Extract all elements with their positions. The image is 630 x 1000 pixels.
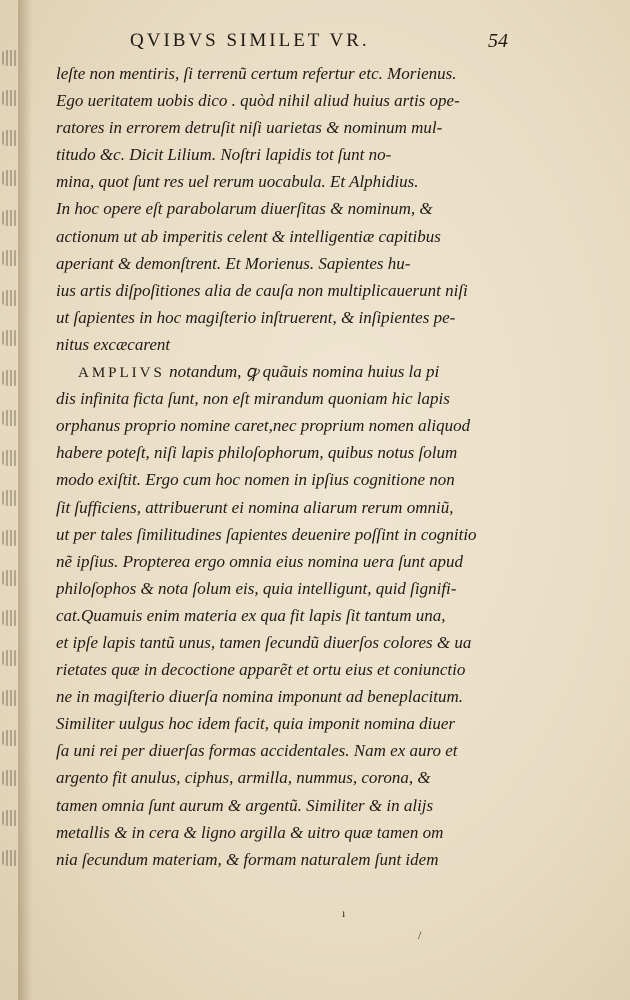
- text-line: orphanus proprio nomine caret,nec proprium nomen aliquod: [56, 416, 471, 436]
- text-line: nia ſecundum materiam, & formam naturalem ſunt idem: [56, 849, 439, 869]
- text-line: modo exiſtit. Ergo cum hoc nomen in ipſius cognitione non: [56, 470, 455, 490]
- text-line: ut per tales ſimilitudines ſapientes deuenire poſſint in cognitio: [56, 524, 477, 544]
- text-line: habere poteſt, niſi lapis philoſophorum, quibus notus ſolum: [56, 443, 458, 463]
- text-line: Ego ueritatem uobis dico . quòd nihil aliud huius artis ope-: [56, 91, 460, 111]
- text-line: ut ſapientes in hoc magiſterio inſtruerent, & inſipientes pe-: [56, 307, 456, 327]
- bottom-signature-mark: ı: [342, 906, 346, 920]
- text-line: ſit ſufficiens, attribuerunt ei nomina aliarum rerum omniũ,: [56, 497, 454, 517]
- text-line: metallis & in cera & ligno argilla & uitro quæ tamen om: [56, 822, 444, 842]
- text-line: tamen omnia ſunt aurum & argentũ. Similiter & in alijs: [56, 795, 434, 815]
- text-line: nitus excæcarent: [56, 334, 171, 354]
- text-line: ratores in errorem detruſit niſi uarietas & nominum mul-: [56, 118, 443, 138]
- text-line: et ipſe lapis tantũ unus, tamen ſecundũ diuerſos colores & ua: [56, 632, 472, 652]
- text-line: mina, quot ſunt res uel rerum uocabula. Et Alphidius.: [56, 172, 419, 192]
- text-line: rietates quæ in decoctione apparẽt et ortu eius et coniunctio: [56, 660, 466, 680]
- bottom-stray-mark: /: [418, 928, 422, 942]
- text-line: aperiant & demonſtrent. Et Morienus. Sapientes hu-: [56, 253, 411, 273]
- page-number: 54: [488, 30, 508, 52]
- text-line: In hoc opere eſt parabolarum diuerſitas & nominum, &: [56, 199, 433, 219]
- text-line: ſa uni rei per diuerſas formas accidentales. Nam ex auro et: [56, 741, 458, 761]
- paragraph-start-line: [56, 358, 546, 385]
- paragraph-opening-text: notandum, ꝙ quãuis nomina huius la pi: [169, 362, 440, 382]
- text-line: dis infinita ficta ſunt, non eſt mirandum quoniam hic lapis: [56, 389, 450, 409]
- text-line: argento fit anulus, ciphus, armilla, nummus, corona, &: [56, 768, 431, 788]
- text-line: philoſophos & nota ſolum eis, quia intelligunt, quid ſignifi-: [56, 578, 457, 598]
- text-line: titudo &c. Dicit Lilium. Noſtri lapidis tot ſunt no-: [56, 145, 392, 165]
- text-line: cat.Quamuis enim materia ex qua fit lapis ſit tantum una,: [56, 605, 446, 625]
- text-line: actionum ut ab imperitis celent & intelligentiæ capitibus: [56, 226, 441, 246]
- facing-page-bleed-through: [0, 40, 22, 920]
- text-line: ne in magiſterio diuerſa nomina imponunt ad beneplacitum.: [56, 687, 464, 707]
- text-line: ius artis diſpoſitiones alia de cauſa non multiplicauerunt niſi: [56, 280, 468, 300]
- body-text: [56, 60, 546, 873]
- running-head: QVIBVS SIMILET VR.: [130, 30, 370, 51]
- text-line: nẽ ipſius. Propterea ergo omnia eius nomina uera ſunt apud: [56, 551, 464, 571]
- text-line: Similiter uulgus hoc idem facit, quia imponit nomina diuer: [56, 714, 456, 734]
- text-line: leſte non mentiris, ſi terrenũ certum refertur etc. Morienus.: [56, 64, 457, 83]
- paragraph-opening-word: AMPLIVS: [78, 365, 165, 382]
